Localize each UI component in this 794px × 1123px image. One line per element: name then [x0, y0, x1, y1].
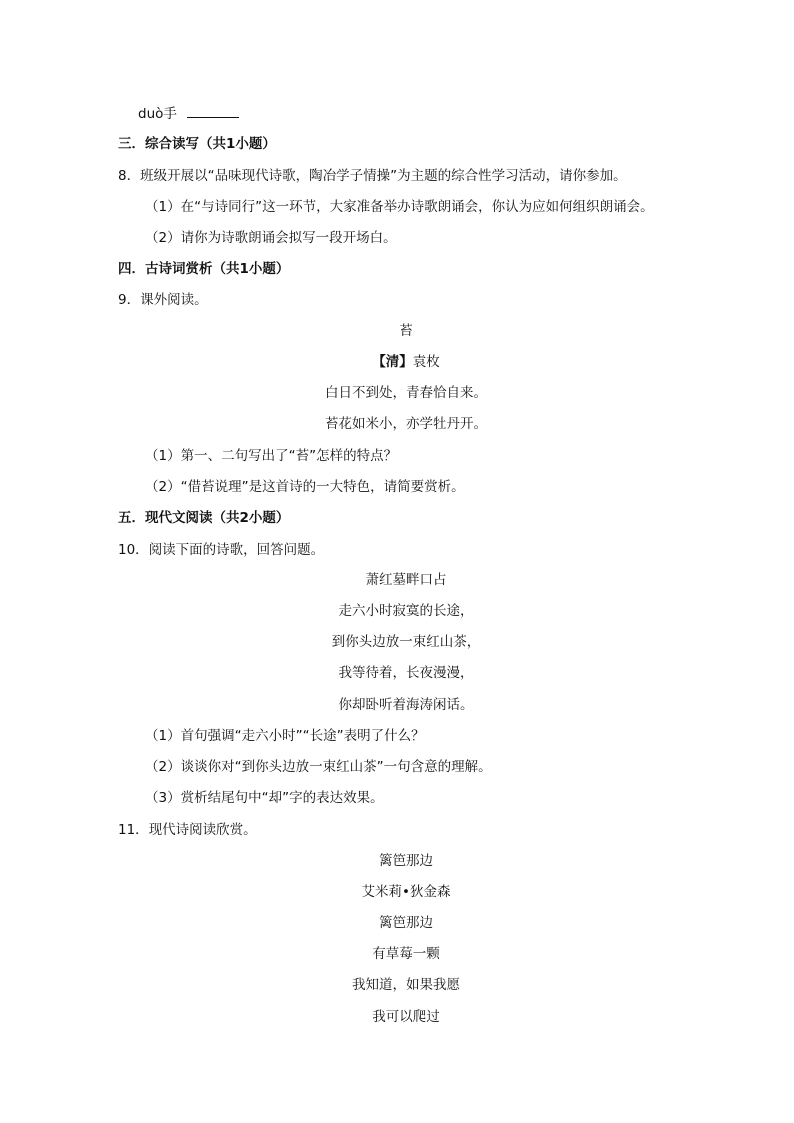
- poem-line: 篱笆那边: [379, 915, 433, 931]
- poem-line: 我可以爬过: [372, 1009, 440, 1025]
- question-8-sub2: （2）请你为诗歌朗诵会拟写一段开场白。: [145, 230, 397, 246]
- pinyin-text: duò手: [138, 106, 177, 122]
- poem-line: 我知道，如果我愿: [352, 977, 460, 993]
- question-8-stem: [118, 166, 627, 186]
- question-text: 课外阅读。: [140, 292, 208, 308]
- question-10-sub1: （1）首句强调“走六小时”“长途”表明了什么？: [145, 728, 425, 744]
- question-text: 现代诗阅读欣赏。: [148, 822, 257, 838]
- question-number: 11．: [118, 822, 149, 838]
- question-10-sub3: （3）赏析结尾句中“却”字的表达效果。: [145, 790, 384, 806]
- poem-title: 苔: [399, 323, 413, 339]
- question-number: 9．: [118, 292, 141, 308]
- pinyin-fill-item: [138, 104, 239, 124]
- poem-line: 苔花如米小，亦学牡丹开。: [325, 416, 487, 432]
- section-heading-5: 五．现代文阅读（共2小题）: [118, 510, 290, 526]
- question-9-sub1: （1）第一、二句写出了“苔”怎样的特点？: [145, 448, 398, 464]
- poem-line: 我等待着，长夜漫漫，: [338, 665, 474, 681]
- poem-line: 白日不到处，青春恰自来。: [325, 385, 487, 401]
- poem-line: 有草莓一颗: [372, 946, 440, 962]
- poem-line: 到你头边放一束红山茶，: [331, 634, 481, 650]
- poem-title: 萧红墓畔口占: [365, 572, 447, 588]
- poem-author-name: 袁枚: [412, 354, 440, 370]
- question-10-sub2: （2）谈谈你对“到你头边放一束红山茶”一句含意的理解。: [145, 759, 492, 775]
- section-heading-3: 三．综合读写（共1小题）: [118, 136, 276, 152]
- question-8-sub1: （1）在“与诗同行”这一环节，大家准备举办诗歌朗诵会，你认为应如何组织朗诵会。: [145, 199, 654, 215]
- question-number: 8．: [118, 168, 141, 184]
- poem-title: 篱笆那边: [379, 853, 433, 869]
- question-text: 班级开展以“品味现代诗歌，陶冶学子情操”为主题的综合性学习活动，请你参加。: [140, 168, 627, 184]
- question-9-stem: [118, 290, 208, 310]
- poem-author: [0, 352, 794, 372]
- poem-line: 走六小时寂寞的长途，: [338, 603, 474, 619]
- question-10-stem: [118, 540, 324, 560]
- section-heading-4: 四．古诗词赏析（共1小题）: [118, 261, 290, 277]
- question-text: 阅读下面的诗歌，回答问题。: [148, 542, 325, 558]
- poem-dynasty: 【清】: [372, 354, 413, 370]
- question-11-stem: [118, 820, 257, 840]
- question-number: 10．: [118, 542, 149, 558]
- poem-author: 艾米莉•狄金森: [361, 884, 451, 900]
- question-9-sub2: （2）“借苔说理”是这首诗的一大特色，请简要赏析。: [145, 479, 465, 495]
- answer-blank[interactable]: [187, 104, 239, 118]
- poem-line: 你却卧听着海涛闲话。: [338, 697, 474, 713]
